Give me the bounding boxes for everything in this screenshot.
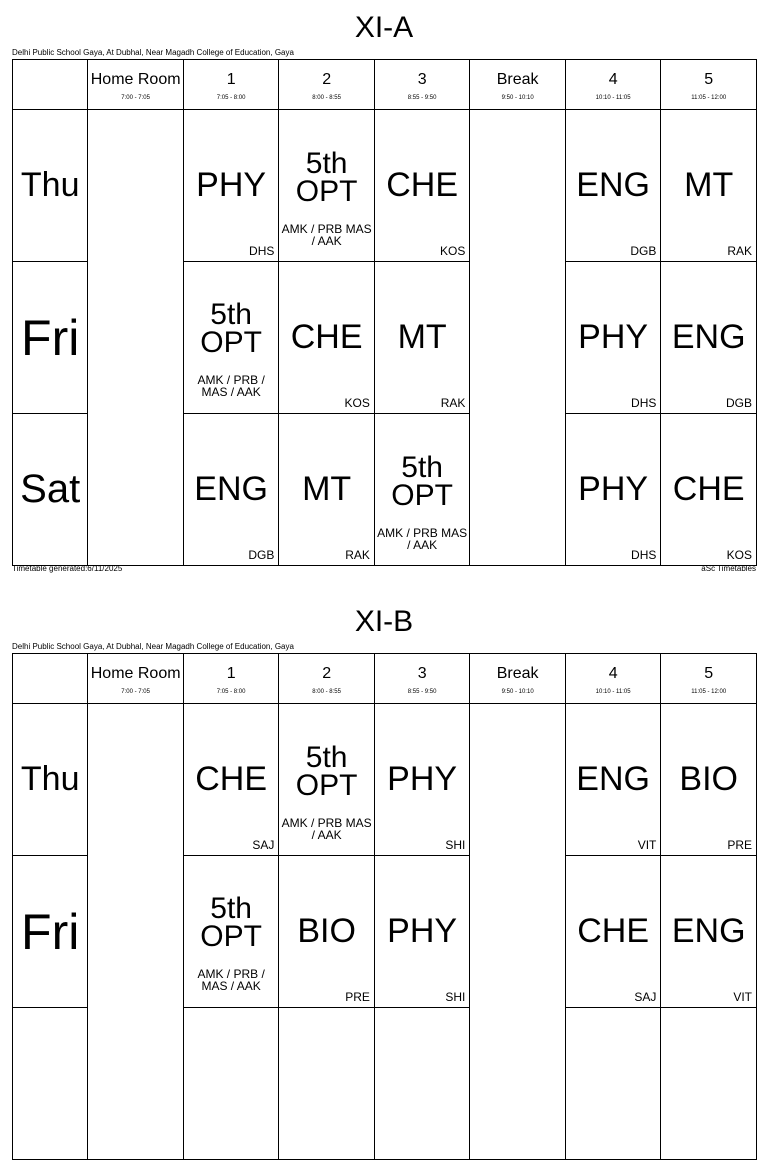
period-name: 1 xyxy=(226,71,236,88)
lesson-subject: PHY xyxy=(387,912,458,950)
period-name: 2 xyxy=(322,665,332,682)
lesson-teacher: PRE xyxy=(727,838,752,852)
lesson-subject: CHE xyxy=(672,470,745,508)
homeroom-cell xyxy=(88,110,184,566)
period-time: 8:00 - 8:55 xyxy=(312,689,341,695)
lesson-teacher: DHS xyxy=(631,548,657,562)
period-time: 9:50 - 10:10 xyxy=(501,95,534,101)
period-time: 8:00 - 8:55 xyxy=(312,95,341,101)
school-name: Delhi Public School Gaya, At Dubhal, Near Magadh College of Education, Gaya xyxy=(12,642,294,651)
day-label: Fri xyxy=(21,903,80,960)
period-time: 7:00 - 7:05 xyxy=(121,689,150,695)
period-time: 8:55 - 9:50 xyxy=(407,95,437,101)
lesson-cell xyxy=(661,110,757,262)
period-time: 11:05 - 12:00 xyxy=(691,95,727,101)
lesson-cell-optional xyxy=(279,110,375,262)
day-cell xyxy=(13,704,88,856)
lesson-cell xyxy=(661,856,757,1008)
lesson-subject: 5th OPT xyxy=(391,451,453,512)
period-header-5 xyxy=(661,60,757,110)
lesson-cell xyxy=(374,856,470,1008)
lesson-cell-optional xyxy=(374,414,470,566)
period-header-homeroom xyxy=(88,60,184,110)
period-time: 10:10 - 11:05 xyxy=(595,95,631,101)
lesson-teacher: DHS xyxy=(249,244,275,258)
lesson-cell-optional xyxy=(279,704,375,856)
period-time: 8:55 - 9:50 xyxy=(407,689,437,695)
day-label: Sat xyxy=(20,467,81,511)
lesson-subject: MT xyxy=(302,470,352,508)
lesson-subject: MT xyxy=(397,318,447,356)
lesson-subject: BIO xyxy=(679,760,738,798)
lesson-teacher: PRE xyxy=(345,990,370,1004)
lesson-cell xyxy=(565,856,661,1008)
period-name: 3 xyxy=(417,71,427,88)
period-header-1 xyxy=(183,60,279,110)
lesson-teacher: AMK / PRB MAS / AAK xyxy=(281,222,372,248)
lesson-subject: ENG xyxy=(194,470,268,508)
lesson-subject: 5th OPT xyxy=(295,147,358,208)
lesson-cell xyxy=(565,414,661,566)
class-title: XI-A xyxy=(354,11,414,44)
lesson-subject: CHE xyxy=(195,760,268,798)
lesson-subject: 5th OPT xyxy=(295,741,358,802)
corner-cell xyxy=(13,60,88,110)
lesson-cell xyxy=(279,262,375,414)
lesson-cell xyxy=(279,856,375,1008)
day-cell xyxy=(13,262,88,414)
period-name: 2 xyxy=(322,71,332,88)
school-name: Delhi Public School Gaya, At Dubhal, Near Magadh College of Education, Gaya xyxy=(12,48,294,57)
lesson-teacher: AMK / PRB / MAS / AAK xyxy=(197,373,265,399)
period-header-4 xyxy=(565,654,661,704)
lesson-cell xyxy=(565,110,661,262)
lesson-cell xyxy=(374,262,470,414)
lesson-teacher: DHS xyxy=(631,396,657,410)
lesson-cell xyxy=(661,1008,757,1160)
lesson-cell xyxy=(183,110,279,262)
lesson-cell xyxy=(565,704,661,856)
lesson-cell xyxy=(374,1008,470,1160)
period-header-2 xyxy=(279,654,375,704)
lesson-subject: 5th OPT xyxy=(200,298,262,359)
lesson-subject: PHY xyxy=(578,470,649,508)
lesson-teacher: VIT xyxy=(637,838,657,852)
lesson-subject: ENG xyxy=(671,318,746,356)
lesson-teacher: RAK xyxy=(345,548,370,562)
lesson-teacher: KOS xyxy=(440,244,466,258)
period-name: 4 xyxy=(608,665,618,682)
period-name: Home Room xyxy=(90,71,181,88)
lesson-cell xyxy=(661,414,757,566)
period-name: Break xyxy=(496,665,539,682)
lesson-subject: ENG xyxy=(576,166,650,204)
lesson-cell xyxy=(183,414,279,566)
period-header-break xyxy=(470,60,566,110)
period-time: 10:10 - 11:05 xyxy=(595,689,631,695)
class-title: XI-B xyxy=(354,605,414,638)
lesson-subject: ENG xyxy=(671,912,746,950)
lesson-cell xyxy=(279,414,375,566)
day-label: Thu xyxy=(20,166,80,204)
lesson-teacher: AMK / PRB MAS / AAK xyxy=(281,816,372,842)
period-name: Break xyxy=(496,71,539,88)
day-cell xyxy=(13,856,88,1008)
break-cell xyxy=(470,704,566,1160)
period-header-break xyxy=(470,654,566,704)
lesson-teacher: SHI xyxy=(445,838,466,852)
lesson-subject: PHY xyxy=(578,318,649,356)
lesson-teacher: KOS xyxy=(344,396,370,410)
timetable-grid xyxy=(12,59,757,566)
day-cell xyxy=(13,414,88,566)
lesson-teacher: SHI xyxy=(445,990,466,1004)
period-header-5 xyxy=(661,654,757,704)
lesson-subject: 5th OPT xyxy=(200,892,262,953)
lesson-cell-optional xyxy=(183,856,279,1008)
period-header-row xyxy=(13,60,757,110)
generated-date: Timetable generated:6/11/2025 xyxy=(12,564,123,573)
period-name: 5 xyxy=(704,71,714,88)
period-time: 11:05 - 12:00 xyxy=(691,689,727,695)
period-header-row xyxy=(13,654,757,704)
lesson-cell xyxy=(279,1008,375,1160)
lesson-teacher: RAK xyxy=(440,396,466,410)
period-name: 3 xyxy=(417,665,427,682)
lesson-cell xyxy=(565,1008,661,1160)
period-header-4 xyxy=(565,60,661,110)
lesson-teacher: DGB xyxy=(725,396,752,410)
day-row-thu xyxy=(13,110,757,262)
lesson-cell xyxy=(374,704,470,856)
lesson-teacher: DGB xyxy=(248,548,275,562)
period-name: 4 xyxy=(608,71,618,88)
lesson-subject: CHE xyxy=(386,166,459,204)
day-label: Thu xyxy=(20,760,80,798)
period-name: 1 xyxy=(226,665,236,682)
period-time: 7:00 - 7:05 xyxy=(121,95,150,101)
lesson-subject: MT xyxy=(684,166,734,204)
lesson-cell xyxy=(183,704,279,856)
lesson-cell xyxy=(565,262,661,414)
lesson-cell xyxy=(661,704,757,856)
period-header-3 xyxy=(374,60,470,110)
lesson-teacher: AMK / PRB MAS / AAK xyxy=(377,526,468,552)
day-cell xyxy=(13,110,88,262)
timetable-grid xyxy=(12,653,757,1160)
period-name: Home Room xyxy=(90,665,181,682)
lesson-cell xyxy=(374,110,470,262)
lesson-subject: PHY xyxy=(196,166,267,204)
period-name: 5 xyxy=(704,665,714,682)
lesson-cell xyxy=(661,262,757,414)
day-label: Fri xyxy=(21,309,80,366)
lesson-subject: ENG xyxy=(576,760,650,798)
lesson-subject: CHE xyxy=(577,912,650,950)
period-time: 9:50 - 10:10 xyxy=(501,689,534,695)
lesson-teacher: SAJ xyxy=(634,990,657,1004)
period-header-1 xyxy=(183,654,279,704)
lesson-teacher: DGB xyxy=(630,244,657,258)
period-header-3 xyxy=(374,654,470,704)
lesson-cell xyxy=(183,1008,279,1160)
lesson-teacher: SAJ xyxy=(252,838,275,852)
lesson-teacher: VIT xyxy=(733,990,752,1004)
period-time: 7:05 - 8:00 xyxy=(216,95,246,101)
period-header-2 xyxy=(279,60,375,110)
day-cell xyxy=(13,1008,88,1160)
lesson-cell-optional xyxy=(183,262,279,414)
lesson-subject: BIO xyxy=(297,912,356,950)
lesson-subject: CHE xyxy=(290,318,363,356)
generator-credit: aSc Timetables xyxy=(701,564,756,573)
day-row-thu xyxy=(13,704,757,856)
lesson-teacher: RAK xyxy=(727,244,752,258)
period-time: 7:05 - 8:00 xyxy=(216,689,246,695)
period-header-homeroom xyxy=(88,654,184,704)
lesson-teacher: KOS xyxy=(726,548,752,562)
break-cell xyxy=(470,110,566,566)
homeroom-cell xyxy=(88,704,184,1160)
lesson-teacher: AMK / PRB / MAS / AAK xyxy=(197,967,265,993)
corner-cell xyxy=(13,654,88,704)
lesson-subject: PHY xyxy=(387,760,458,798)
